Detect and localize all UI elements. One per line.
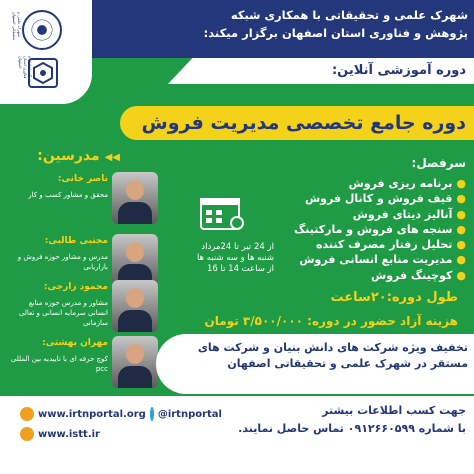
instructor-role: کوچ حرفه ای با تاییدیه بین المللی pcc xyxy=(10,355,108,373)
list-item: ●مدیریت منابع انسانی فروش xyxy=(299,253,466,267)
bullet-icon: ● xyxy=(456,222,466,236)
instructor-role: محقق و مشاور کسب و کار xyxy=(28,191,108,199)
syllabus-title: سرفصل: xyxy=(411,156,466,170)
discount-text xyxy=(164,340,468,372)
science-park-logo-caption: شهرک علمی و تحقیقاتی اصفهان xyxy=(12,12,22,41)
syllabus-list xyxy=(252,176,466,283)
research-network-logo-caption: شبکه پژوهش و فناوری استان اصفهان xyxy=(18,56,33,82)
schedule-dates: از 24 تیر تا 24مرداد xyxy=(201,242,274,252)
instructor-card xyxy=(8,278,148,334)
instructors-title: ◀◀ مدرسین: xyxy=(37,148,120,164)
telegram-icon xyxy=(150,407,154,421)
contact-info xyxy=(232,402,466,438)
header-line-1: شهرک علمی و تحقیقاتی با همکاری شبکه xyxy=(230,8,468,22)
list-item: ●برنامه ریزی فروش xyxy=(348,177,466,190)
schedule xyxy=(168,242,274,275)
header-line-2: پژوهش و فناوری استان اصفهان برگزار میکند: xyxy=(203,26,468,40)
header-text xyxy=(98,6,468,42)
schedule-days: شنبه ها و سه شنبه ها xyxy=(196,253,274,263)
bullet-icon: ● xyxy=(456,192,466,206)
telegram-link[interactable]: @irtnportal xyxy=(157,408,222,420)
contact-phone: با شماره ۰۹۱۲۶۶۰۵۹۹ تماس حاصل نمایند. xyxy=(238,422,466,435)
instructor-card xyxy=(8,334,148,390)
instructor-photo xyxy=(112,280,158,332)
schedule-hours: از ساعت 14 تا 16 xyxy=(206,264,274,274)
course-duration: طول دوره:۲۰ساعت xyxy=(330,290,458,305)
instructor-role: مدرس و مشاور حوزه فروش و بازاریابی xyxy=(17,253,108,271)
bullet-icon: ● xyxy=(456,207,466,221)
instructor-photo xyxy=(112,172,158,224)
list-item: ●سنجه های فروش و مارکتینگ xyxy=(294,222,466,236)
course-fee: هزینه آزاد حضور در دوره: ۳/۵۰۰/۰۰۰ تومان xyxy=(204,314,458,328)
instructor-role: مشاور و مدرس حوزه منابع انسانی سرمایه انسانی و تعالی سازمانی xyxy=(18,299,108,327)
website-link-irtn[interactable]: www.irtnportal.org xyxy=(38,408,146,420)
contact-info-line-1: جهت کسب اطلاعات بیشتر xyxy=(322,404,466,417)
discount-line-1: تخفیف ویژه شرکت های دانش بنیان و شرکت های xyxy=(197,341,468,354)
instructor-name: مهران بهشتی: xyxy=(42,338,108,348)
website-link-istt[interactable]: www.istt.ir xyxy=(38,428,100,440)
list-item: ●کوچینگ فروش xyxy=(371,268,466,282)
globe-icon xyxy=(20,407,34,421)
instructor-photo xyxy=(112,336,158,388)
bullet-icon: ● xyxy=(456,177,466,190)
network-icon xyxy=(30,60,56,86)
instructor-name: مجتبی طالبی: xyxy=(44,236,108,246)
bullet-icon: ● xyxy=(456,253,466,267)
science-park-logo xyxy=(22,10,62,50)
instructor-name: ناصر خانی: xyxy=(57,174,108,184)
list-item: ●تحلیل رفتار مصرف کننده xyxy=(316,238,466,252)
course-label: دوره آموزشی آنلاین: xyxy=(331,63,466,78)
bullet-icon: ● xyxy=(456,238,466,252)
clock-icon xyxy=(230,216,244,230)
list-item: ●آنالیز دیتای فروش xyxy=(352,207,466,221)
discount-line-2: مستقر در شهرک علمی و تحقیقاتی اصفهان xyxy=(227,357,468,370)
bullet-icon: ● xyxy=(456,268,466,282)
website-row xyxy=(20,424,180,444)
telegram xyxy=(150,404,222,424)
calendar-icon xyxy=(192,196,248,232)
arrow-icon: ◀◀ xyxy=(104,152,120,163)
course-title: دوره جامع تخصصی مدیریت فروش xyxy=(141,112,466,134)
instructor-card xyxy=(8,170,148,226)
instructor-name: محمود زارجی: xyxy=(43,282,108,292)
list-item: ●قیف فروش و کانال فروش xyxy=(304,192,466,206)
globe-icon xyxy=(20,427,34,441)
